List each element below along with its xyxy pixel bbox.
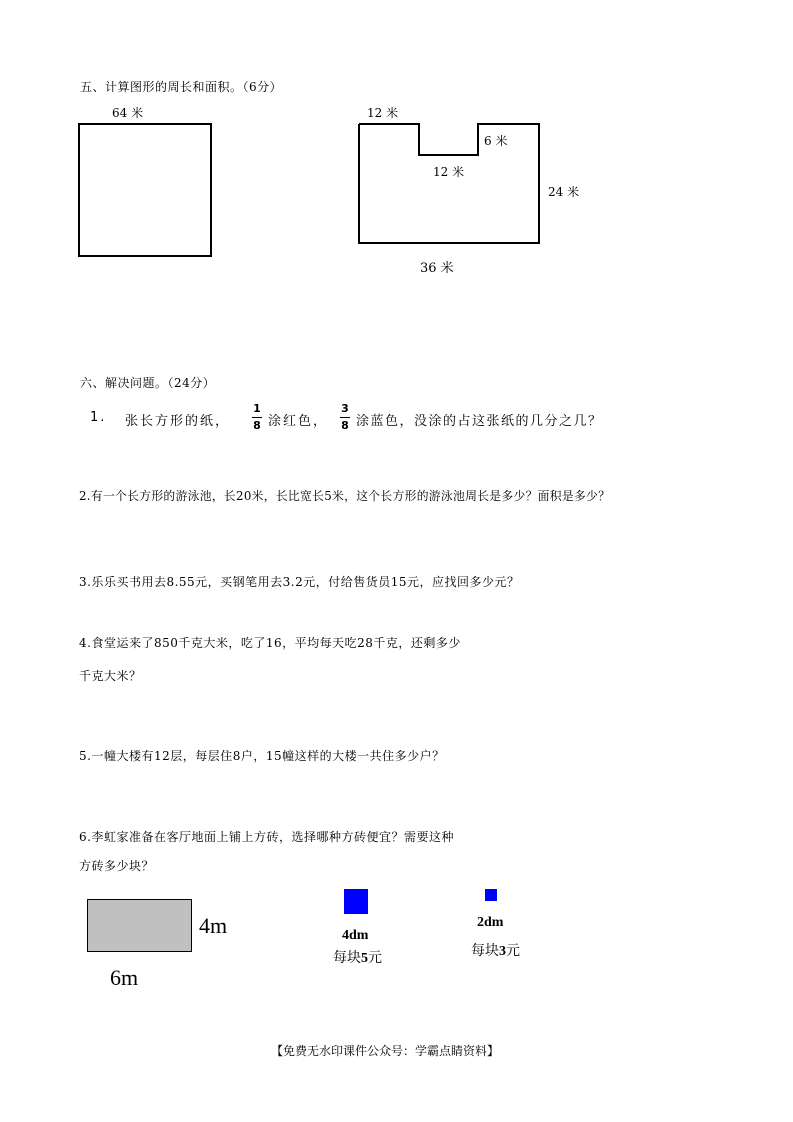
question-6-line1: 6.李虹家准备在客厅地面上铺上方砖，选择哪种方砖便宜？需要这种 (79, 830, 454, 844)
price-prefix: 每块 (471, 943, 499, 959)
price-value: 5 (361, 951, 368, 966)
fraction-denominator: 8 (341, 419, 349, 432)
square-shape (79, 124, 211, 256)
fraction-numerator: 1 (253, 402, 261, 415)
q1-fraction-one-eighth (252, 403, 262, 432)
q1-text-b: 涂红色， (268, 414, 329, 429)
q1-number: 1. (90, 410, 107, 425)
q1-text-c: 涂蓝色，没涂的占这张纸的几分之几？ (356, 414, 603, 429)
room-height-label: 4m (199, 913, 228, 938)
notch-width-label: 12 米 (433, 165, 465, 179)
notched-right-label: 24 米 (548, 185, 580, 199)
notch-depth-label: 6 米 (484, 134, 508, 148)
section6-title: 六、解决问题。（24分） (80, 376, 216, 390)
notched-bottom-label: 36 米 (420, 261, 454, 276)
tile-4dm-size-label: 4dm (342, 928, 369, 943)
price-suffix: 元 (506, 943, 520, 959)
question-2: 2.有一个长方形的游泳池，长20米，长比宽长5米，这个长方形的游泳池周长是多少？面积是多少？ (79, 489, 611, 503)
section5-figures (0, 0, 793, 300)
fraction-bar (340, 417, 350, 418)
section5-title: 五、计算图形的周长和面积。（6分） (80, 80, 283, 94)
question-5: 5.一幢大楼有12层，每层住8户，15幢这样的大楼一共住多少户？ (79, 749, 445, 763)
room-width-label: 6m (110, 965, 139, 990)
question-4-line1: 4.食堂运来了850千克大米，吃了16，平均每天吃28千克，还剩多少 (79, 636, 461, 650)
tile-2dm-size-label: 2dm (477, 915, 504, 930)
price-prefix: 每块 (333, 950, 361, 966)
tile-4dm-square (344, 889, 368, 914)
question-6-line2: 方砖多少块？ (79, 859, 155, 873)
q1-text-a: 张长方形的纸， (125, 414, 231, 429)
notched-rectangle-shape (359, 124, 539, 243)
tile-4dm-price (333, 947, 382, 967)
room-floor-rectangle (87, 899, 192, 952)
fraction-bar (252, 417, 262, 418)
tile-2dm-square (485, 889, 497, 901)
q1-fraction-three-eighths (340, 403, 350, 432)
price-suffix: 元 (368, 950, 382, 966)
tile-2dm-price (471, 940, 520, 960)
notched-top-left-label: 12 米 (367, 106, 399, 120)
question-4-line2: 千克大米？ (79, 669, 142, 683)
footer-note: 【免费无水印课件公众号：学霸点睛资料】 (271, 1044, 500, 1058)
fraction-denominator: 8 (253, 419, 261, 432)
question-3: 3.乐乐买书用去8.55元，买钢笔用去3.2元，付给售货员15元，应找回多少元？ (79, 575, 520, 589)
fraction-numerator: 3 (341, 402, 349, 415)
square-top-label: 64 米 (112, 106, 144, 120)
price-value: 3 (499, 944, 506, 959)
